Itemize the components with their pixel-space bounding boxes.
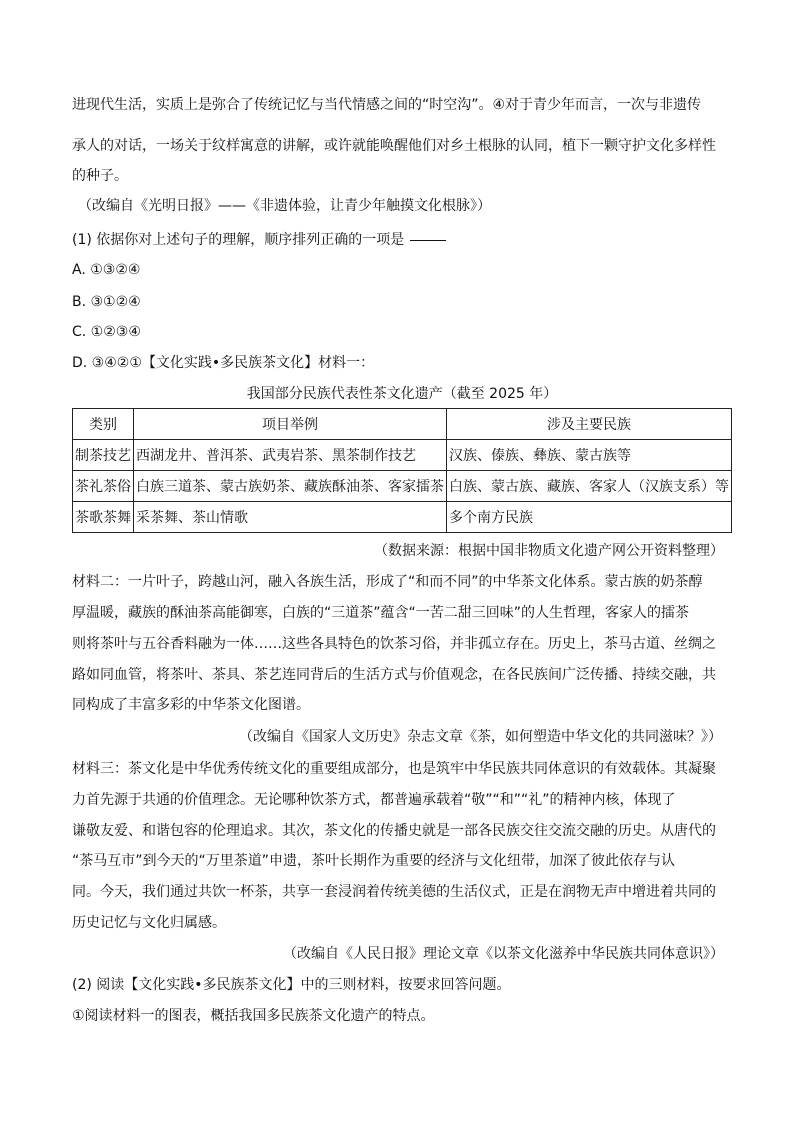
q1-stem <box>72 230 446 250</box>
answer-blank <box>410 240 446 241</box>
table-row <box>73 440 732 471</box>
material-2-line: 同构成了丰富多彩的中华茶文化图谱。 <box>72 697 310 713</box>
material-3-line: 力首先源于共通的价值理念。无论哪种饮茶方式，都普遍承载着“敬”“和”“礼”的精神内核，体现了 <box>72 792 676 808</box>
material-3-line: 谦敬友爱、和谐包容的伦理追求。其次，茶文化的传播史就是一部各民族交往交流交融的历史。从唐代的 <box>72 823 716 839</box>
table-cell: 制茶技艺 <box>73 440 134 471</box>
table-caption: 我国部分民族代表性茶文化遗产（截至 2025 年） <box>246 386 558 402</box>
table-cell: 白族三道茶、蒙古族奶茶、藏族酥油茶、客家擂茶 <box>134 471 447 502</box>
q1-option-d: D. ③④②①【文化实践•多民族茶文化】材料一： <box>72 355 375 371</box>
q1-option-a: A. ①③②④ <box>72 262 141 278</box>
table-cell: 茶歌茶舞 <box>73 502 134 533</box>
material-2-line: 材料二：一片叶子，跨越山河，融入各族生活，形成了“和而不同”的中华茶文化体系。蒙古族的奶茶醇 <box>72 574 703 590</box>
q2-stem: (2) 阅读【文化实践•多民族茶文化】中的三则材料，按要求回答问题。 <box>72 977 511 993</box>
table-source: （数据来源：根据中国非物质文化遗产网公开资料整理） <box>374 543 724 559</box>
material-3-line: 历史记忆与文化归属感。 <box>72 915 226 931</box>
table-row <box>73 502 732 533</box>
intro-line-1: 进现代生活，实质上是弥合了传统记忆与当代情感之间的“时空沟”。④对于青少年而言，一次与非遗传 <box>72 97 702 113</box>
material-3-line: 同。今天，我们通过共饮一杯茶，共享一套浸润着传统美德的生活仪式，正是在润物无声中增进着共同的 <box>72 884 716 900</box>
table-cell: 白族、蒙古族、藏族、客家人（汉族支系）等 <box>447 471 732 502</box>
table-cell: 汉族、傣族、彝族、蒙古族等 <box>447 440 732 471</box>
table-header-ethnic-groups: 涉及主要民族 <box>447 409 732 440</box>
q1-stem-text: (1) 依据你对上述句子的理解，顺序排列正确的一项是 <box>72 232 405 248</box>
q1-option-b: B. ③①②④ <box>72 294 141 310</box>
material-3-line: “茶马互市”到今天的“万里茶道”申遗，茶叶长期作为重要的经济与文化纽带，加深了彼此依存与认 <box>72 853 676 869</box>
table-header-examples: 项目举例 <box>134 409 447 440</box>
intro-line-3: 的种子。 <box>72 168 128 184</box>
table-cell: 西湖龙井、普洱茶、武夷岩茶、黑茶制作技艺 <box>134 440 447 471</box>
tea-heritage-table <box>72 408 732 533</box>
q1-option-c: C. ①②③④ <box>72 324 141 340</box>
material-3-source: （改编自《人民日报》理论文章《以茶文化滋养中华民族共同体意识》） <box>283 946 724 962</box>
intro-line-2: 承人的对话，一场关于纹样寓意的讲解，或许就能唤醒他们对乡土根脉的认同，植下一颗守护文化多样性 <box>72 138 716 154</box>
table-cell: 多个南方民族 <box>447 502 732 533</box>
material-2-line: 路如同血管，将茶叶、茶具、茶艺连同背后的生活方式与价值观念，在各民族间广泛传播、持续交融，共 <box>72 667 716 683</box>
material-2-line: 厚温暖，藏族的酥油茶高能御寒，白族的“三道茶”蕴含“一苦二甜三回味”的人生哲理，客家人的擂茶 <box>72 605 690 621</box>
material-2-source: （改编自《国家人文历史》杂志文章《茶，如何塑造中华文化的共同滋味？》） <box>239 729 722 745</box>
q2-sub-question-1: ①阅读材料一的图表，概括我国多民族茶文化遗产的特点。 <box>72 1008 435 1024</box>
table-cell: 茶礼茶俗 <box>73 471 134 502</box>
material-2-line: 则将茶叶与五谷香料融为一体……这些各具特色的饮茶习俗，并非孤立存在。历史上，茶马古道、丝绸之 <box>72 636 716 652</box>
table-header-category: 类别 <box>73 409 134 440</box>
intro-source: （改编自《光明日报》——《非遗体验，让青少年触摸文化根脉》） <box>78 198 491 214</box>
material-3-line: 材料三：茶文化是中华优秀传统文化的重要组成部分，也是筑牢中华民族共同体意识的有效载体。其凝聚 <box>72 761 716 777</box>
table-row <box>73 471 732 502</box>
table-cell: 采茶舞、茶山情歌 <box>134 502 447 533</box>
table-header-row <box>73 409 732 440</box>
